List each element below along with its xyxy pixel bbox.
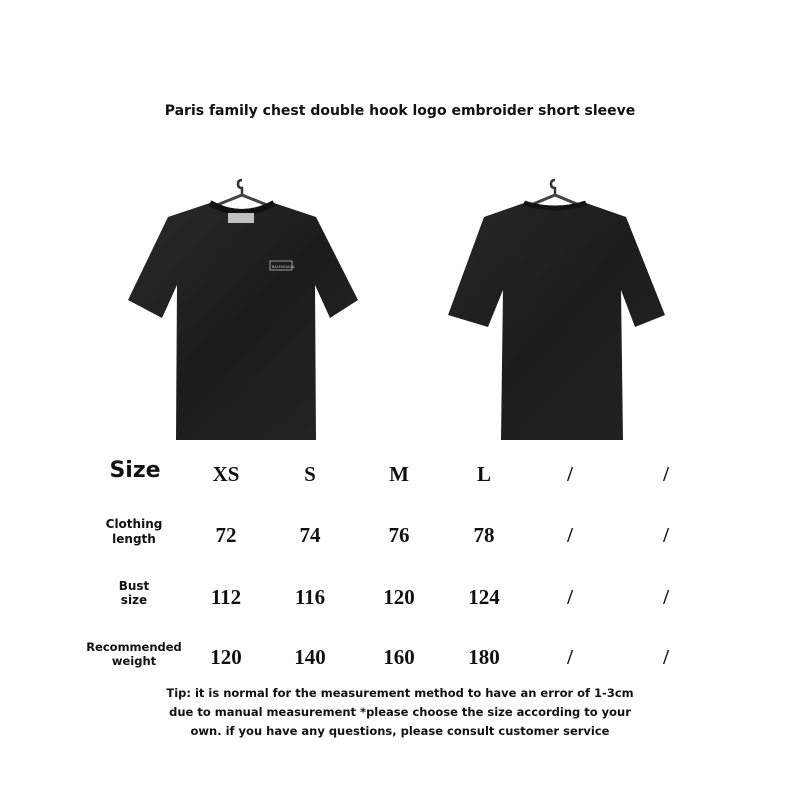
table-cell: 160 — [383, 645, 415, 669]
label-line: size — [120, 593, 148, 607]
table-cell: / — [663, 523, 669, 547]
logo-text: BALENCIAGA — [272, 265, 295, 269]
label-line: Clothing — [105, 517, 163, 531]
hanger-icon — [526, 180, 584, 207]
table-cell: 120 — [383, 585, 415, 609]
label-line: weight — [111, 654, 157, 668]
header-size-slash-1: / — [567, 462, 573, 486]
tshirt-front-image — [120, 175, 365, 450]
label-line: Recommended — [86, 640, 182, 654]
product-title: Paris family chest double hook logo embroider short sleeve — [164, 103, 636, 119]
clothing-length-label — [84, 517, 184, 547]
header-size-slash-2: / — [663, 462, 669, 486]
label-line: length — [112, 532, 156, 546]
table-cell: 112 — [210, 585, 242, 609]
header-size-xs: XS — [212, 462, 240, 486]
tshirt-back-image — [440, 175, 670, 450]
table-cell: 140 — [294, 645, 326, 669]
table-cell: 76 — [388, 523, 410, 547]
table-cell: / — [567, 645, 573, 669]
table-cell: 72 — [215, 523, 237, 547]
header-size-m: M — [389, 462, 409, 486]
tip-line: due to manual measurement *please choose the size according to your — [169, 705, 631, 719]
tip-line: Tip: it is normal for the measurement method to have an error of 1-3cm — [166, 686, 634, 700]
recommended-weight-label — [84, 640, 184, 668]
table-cell: 74 — [299, 523, 321, 547]
label-line: Bust — [118, 579, 150, 593]
table-cell: 116 — [294, 585, 326, 609]
size-header-label: Size — [109, 458, 161, 483]
measurement-tip — [0, 684, 800, 741]
table-cell: 124 — [468, 585, 500, 609]
table-cell: 180 — [468, 645, 500, 669]
table-cell: 120 — [210, 645, 242, 669]
tip-line: own. if you have any questions, please consult customer service — [190, 724, 610, 738]
bust-size-label — [84, 579, 184, 607]
table-cell: 78 — [473, 523, 495, 547]
header-size-s: S — [304, 462, 316, 486]
table-cell: / — [663, 645, 669, 669]
table-cell: / — [567, 523, 573, 547]
table-cell: / — [567, 585, 573, 609]
hanger-icon — [212, 180, 272, 207]
header-size-l: L — [476, 462, 491, 486]
table-cell: / — [663, 585, 669, 609]
